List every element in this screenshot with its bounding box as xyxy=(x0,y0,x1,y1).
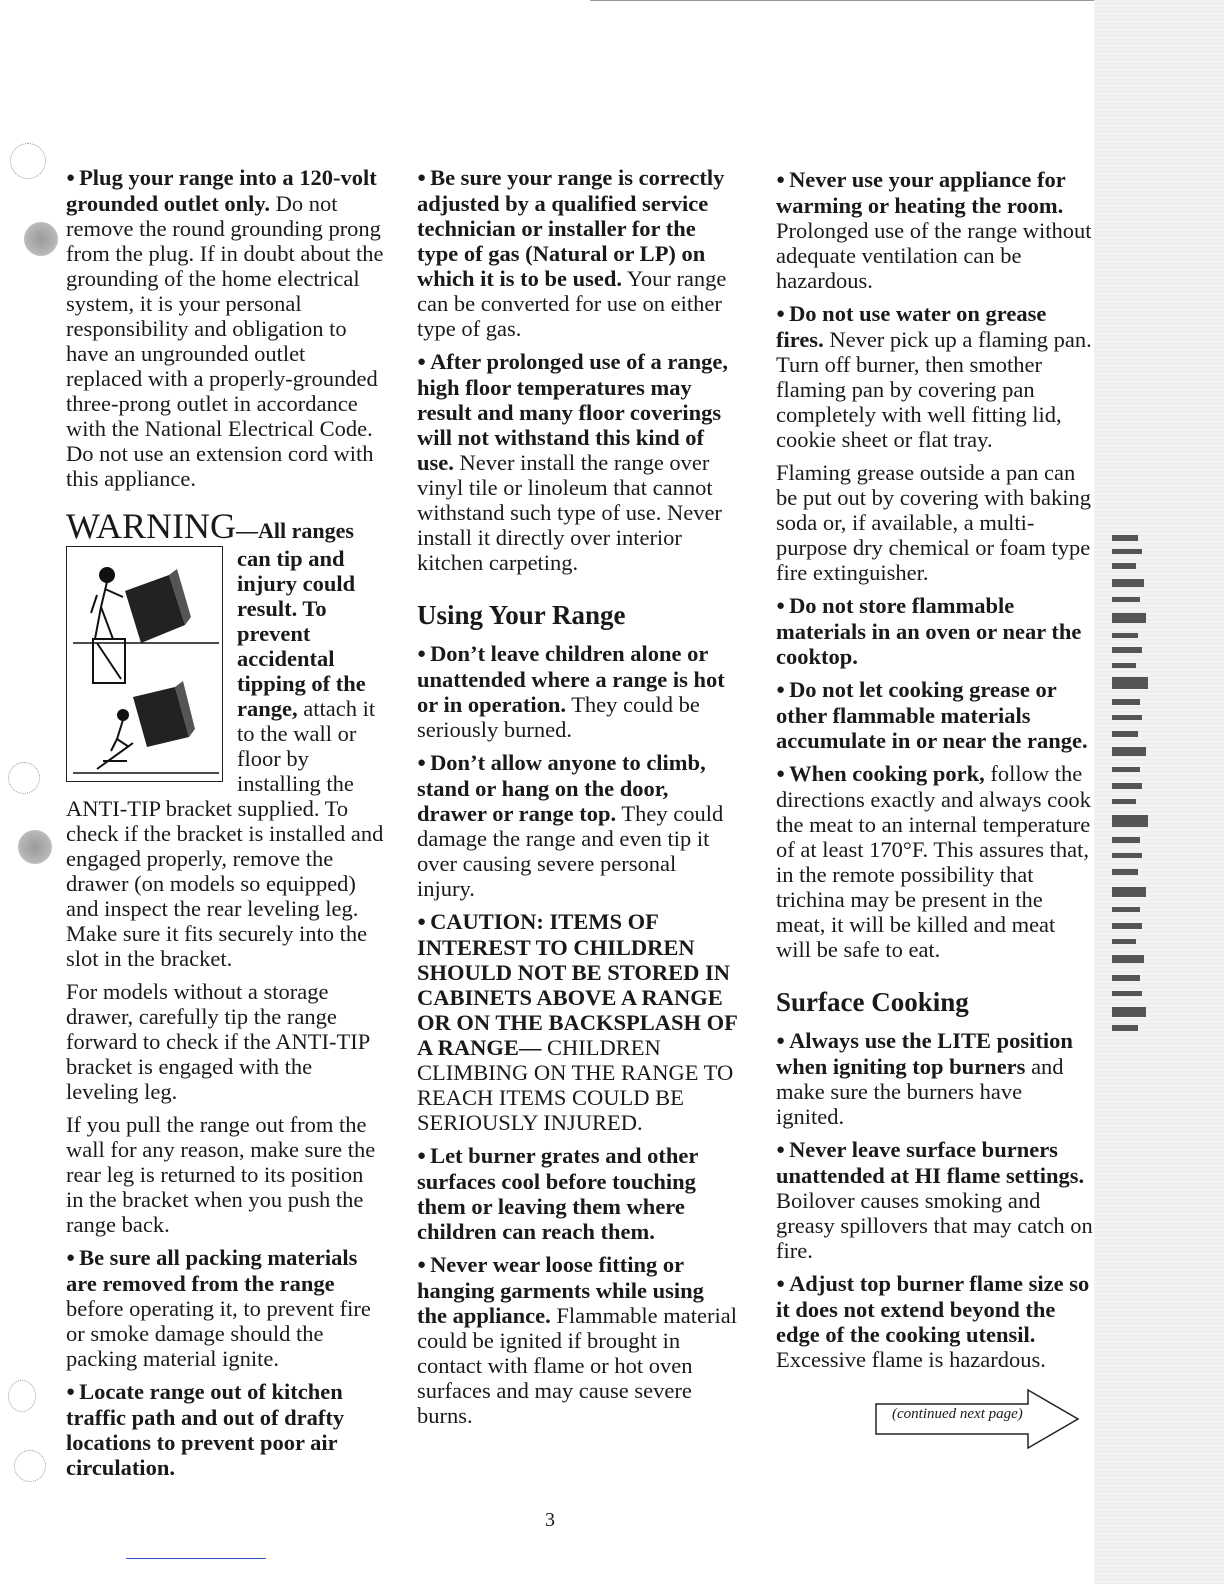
flame-bold: Adjust top burner flame size so it does not extend beyond the edge of the cooking utensil. xyxy=(776,1271,1090,1347)
children-paragraph xyxy=(417,641,739,742)
warming-bold: Never use your appliance for warming or heating the room. xyxy=(776,167,1066,218)
caution-bold: CAUTION: ITEMS OF INTEREST TO CHILDREN SHOULD NOT BE STORED IN CABINETS ABOVE A RANGE OR ON THE BACKSPLASH OF A RANGE— xyxy=(417,909,738,1060)
warning-bold-text: can tip and injury could result. To prevent accidental tipping of the range, xyxy=(237,546,366,721)
bullet-icon: ● xyxy=(776,1276,786,1292)
punch-hole-top xyxy=(10,143,46,179)
bullet-icon: ● xyxy=(776,306,786,322)
floor-paragraph xyxy=(417,349,739,575)
continued-arrow xyxy=(874,1388,1084,1450)
bottom-rule xyxy=(126,1558,266,1559)
warning-dash: —All ranges xyxy=(235,518,354,543)
grates-bold: Let burner grates and other surfaces cool before touching them or leaving them where children can reach them. xyxy=(417,1143,698,1244)
column-1 xyxy=(66,165,386,1488)
grates-paragraph xyxy=(417,1143,739,1244)
bullet-icon: ● xyxy=(417,354,427,370)
children-bold: Don’t leave children alone or unattended where a range is hot or in operation. xyxy=(417,641,725,717)
warning-heading xyxy=(66,506,386,546)
grease-bold: Do not let cooking grease or other flammable materials accumulate in or near the range. xyxy=(776,677,1088,753)
unattended-text: Boilover causes smoking and greasy spillovers that may catch on fire. xyxy=(776,1188,1093,1263)
bullet-icon: ● xyxy=(776,172,786,188)
page-number: 3 xyxy=(545,1509,555,1531)
bullet-icon: ● xyxy=(417,1257,427,1273)
pork-bold: When cooking pork, xyxy=(789,761,985,786)
bullet-icon: ● xyxy=(776,1142,786,1158)
warning-bold xyxy=(237,546,366,721)
plug-text: Do not remove the round grounding prong from the plug. If in doubt about the grounding of the home electrical system, it is your personal responsibility and obligation to have an ungrounded outlet replaced with a properly-grounded three-prong outlet in accordance with the National Electrical Code. Do not use an extension cord with this appliance. xyxy=(66,191,384,491)
tip-over-icon xyxy=(67,547,222,781)
floor-bold: After prolonged use of a range, high floor temperatures may result and many floor coverings will not withstand this kind of use. xyxy=(417,349,728,475)
water-bold: Do not use water on grease fires. xyxy=(776,301,1047,352)
water-paragraph xyxy=(776,301,1094,452)
store-bold: Do not store flammable materials in an oven or near the cooktop. xyxy=(776,593,1082,669)
locate-bold: Locate range out of kitchen traffic path and out of drafty locations to prevent poor air circulation. xyxy=(66,1379,345,1480)
bullet-icon: ● xyxy=(417,646,427,662)
adjust-paragraph xyxy=(417,165,739,341)
water-text: Never pick up a flaming pan. Turn off burner, then smother flaming pan by covering pan completely with well fitting lid, cookie sheet or flat tray. xyxy=(776,327,1092,452)
bullet-icon: ● xyxy=(776,766,786,782)
bullet-icon: ● xyxy=(776,1033,786,1049)
punch-hole-upper xyxy=(24,222,58,256)
garments-bold: Never wear loose fitting or hanging garments while using the appliance. xyxy=(417,1252,704,1328)
packing-bold: Be sure all packing materials are removed from the range xyxy=(66,1245,358,1296)
unattended-paragraph xyxy=(776,1137,1094,1263)
flaming-paragraph: Flaming grease outside a pan can be put out by covering with baking soda or, if available, a multi-purpose dry chemical or foam type fire extinguisher. xyxy=(776,460,1091,585)
children-text: They could be seriously burned. xyxy=(417,692,700,742)
column-2 xyxy=(417,165,739,1436)
tip-over-illustration xyxy=(66,546,223,782)
punch-hole-bottom-1 xyxy=(8,1380,36,1412)
bullet-icon: ● xyxy=(66,1384,76,1400)
climb-text: They could damage the range and even tip it over causing severe personal injury. xyxy=(417,801,724,901)
warming-text: Prolonged use of the range without adequate ventilation can be hazardous. xyxy=(776,218,1092,293)
flame-text: Excessive flame is hazardous. xyxy=(776,1347,1046,1372)
garments-paragraph xyxy=(417,1252,739,1428)
bullet-icon: ● xyxy=(66,170,76,186)
warning-text: attach it to the wall or floor by installing the ANTI-TIP bracket supplied. To check if the bracket is installed and engaged properly, remove the drawer (on models so equipped) and inspect the rear leveling leg. Make sure it fits securely into the slot in the bracket. xyxy=(66,696,384,971)
continued-label: (continued next page) xyxy=(892,1406,1023,1422)
bullet-icon: ● xyxy=(776,682,786,698)
bullet-icon: ● xyxy=(417,755,427,771)
unattended-bold: Never leave surface burners unattended at HI flame settings. xyxy=(776,1137,1085,1188)
grease-paragraph xyxy=(776,677,1094,753)
flame-paragraph xyxy=(776,1271,1094,1372)
climb-bold: Don’t allow anyone to climb, stand or hang on the door, drawer or range top. xyxy=(417,750,706,826)
punch-hole-mid xyxy=(18,830,52,864)
lite-bold: Always use the LITE position when igniting top burners xyxy=(776,1028,1073,1079)
store-paragraph xyxy=(776,593,1094,669)
bullet-icon: ● xyxy=(417,914,427,930)
lite-text: and make sure the burners have ignited. xyxy=(776,1054,1064,1129)
warming-paragraph xyxy=(776,167,1094,293)
bullet-icon: ● xyxy=(66,1250,76,1266)
caution-paragraph xyxy=(417,909,739,1135)
packing-text: before operating it, to prevent fire or smoke damage should the packing material ignite. xyxy=(66,1296,371,1371)
no-drawer-paragraph: For models without a storage drawer, carefully tip the range forward to check if the ANTI-TIP bracket is engaged with the leveling leg. xyxy=(66,979,370,1104)
pork-paragraph xyxy=(776,761,1094,962)
bullet-icon: ● xyxy=(417,1148,427,1164)
adjust-text: Your range can be converted for use on either type of gas. xyxy=(417,266,727,341)
warning-block xyxy=(66,546,386,971)
top-rule xyxy=(590,0,1100,1)
floor-text: Never install the range over vinyl tile or linoleum that cannot withstand such type of use. Never install it directly over interior kitchen carpeting. xyxy=(417,450,722,575)
column-3 xyxy=(776,167,1094,1380)
pork-text: follow the directions exactly and always cook the meat to an internal temperature of at least 170°F. This assures that, in the remote possibility that trichina may be present in the meat, it will be killed and meat will be safe to eat. xyxy=(776,761,1091,962)
punch-hole-bottom-2 xyxy=(14,1450,46,1482)
punch-hole-mid-faint xyxy=(8,762,40,794)
pull-paragraph: If you pull the range out from the wall for any reason, make sure the rear leg is returned to its position in the bracket when you push the range back. xyxy=(66,1112,376,1237)
lite-paragraph xyxy=(776,1028,1094,1129)
caution-text: CHILDREN CLIMBING ON THE RANGE TO REACH ITEMS COULD BE SERIOUSLY INJURED. xyxy=(417,1035,734,1135)
garments-text: Flammable material could be ignited if brought in contact with flame or hot oven surfaces and may cause severe burns. xyxy=(417,1303,737,1428)
warning-word: WARNING xyxy=(66,506,236,546)
bullet-icon: ● xyxy=(776,598,786,614)
bullet-icon: ● xyxy=(417,170,427,186)
climb-paragraph xyxy=(417,750,739,901)
packing-paragraph xyxy=(66,1245,386,1371)
plug-bold: Plug your range into a 120-volt grounded outlet only. xyxy=(66,165,377,216)
locate-paragraph xyxy=(66,1379,386,1480)
edge-tab-marks xyxy=(1112,535,1152,1035)
section-title-using-range: Using Your Range xyxy=(417,600,626,630)
plug-paragraph xyxy=(66,165,386,491)
adjust-bold: Be sure your range is correctly adjusted by a qualified service technician or installer for the type of gas (Natural or LP) on which it is to be used. xyxy=(417,165,725,291)
section-title-surface-cooking: Surface Cooking xyxy=(776,987,969,1017)
